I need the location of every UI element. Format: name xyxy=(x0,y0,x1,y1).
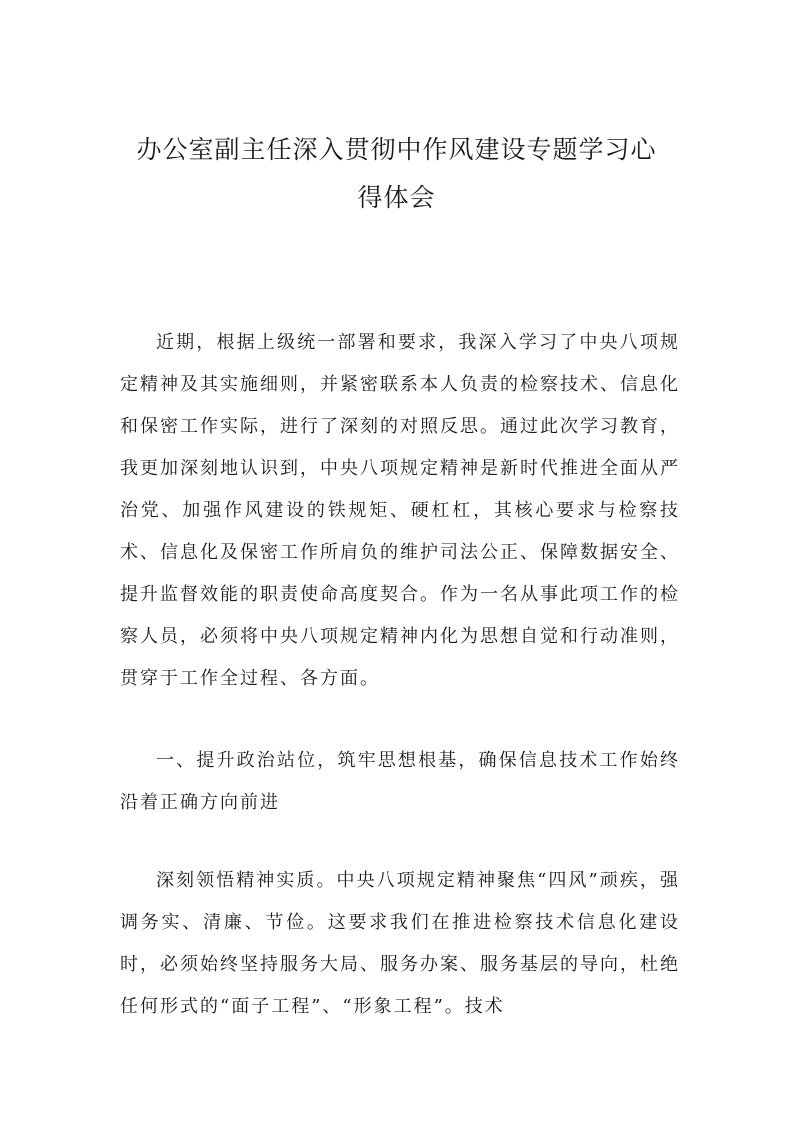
title-line-1: 办公室副主任深入贯彻中作风建设专题学习心 xyxy=(136,135,657,164)
section-heading-1: 一、提升政治站位，筑牢思想根基，确保信息技术工作始终沿着正确方向前进 xyxy=(120,750,680,813)
document-title xyxy=(60,126,733,222)
intro-paragraph: 近期，根据上级统一部署和要求，我深入学习了中央八项规定精神及其实施细则，并紧密联系本人负责的检察技术、信息化和保密工作实际，进行了深刻的对照反思。通过此次学习教育，我更加深刻地认识到，中央八项规定精神是新时代推进全面从严治党、加强作风建设的铁规矩、硬杠杠，其核心要求与检察技术、信息化及保密工作所肩负的维护司法公正、保障数据安全、提升监督效能的职责使命高度契合。作为一名从事此项工作的检察人员，必须将中央八项规定精神内化为思想自觉和行动准则，贯穿于工作全过程、各方面。 xyxy=(120,332,680,689)
title-line-2: 得体会 xyxy=(357,183,436,212)
section-1-paragraph: 深刻领悟精神实质。中央八项规定精神聚焦“四风”顽疾，强调务实、清廉、节俭。这要求我们在推进检察技术信息化建设时，必须始终坚持服务大局、服务办案、服务基层的导向，杜绝任何形式的“面子工程”、“形象工程”。技术 xyxy=(120,870,680,1017)
